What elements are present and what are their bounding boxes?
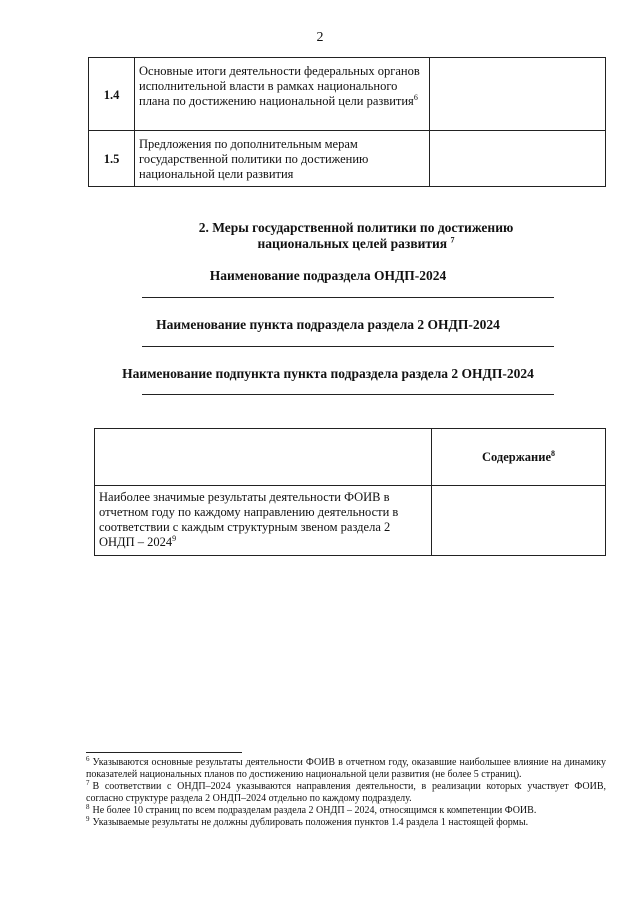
row-text: Основные итоги деятельности федеральных органов исполнительной власти в рамках национального плана по достижению национальной цели развития$^6$ (135, 58, 430, 131)
footnote-ref: 7 (450, 235, 455, 245)
fill-in-line (142, 346, 554, 347)
row-number: 1.4 (89, 58, 135, 131)
footnote-mark: 7 (86, 778, 90, 787)
row-value-cell (432, 486, 606, 556)
page-number: 2 (316, 30, 324, 45)
summary-table (88, 57, 606, 187)
footnote-ref: 6 (413, 92, 418, 102)
fill-in-line (142, 394, 554, 395)
footnote (86, 814, 606, 829)
section-heading (36, 220, 640, 252)
section-heading-line1: 2. Меры государственной политики по достижению (198, 220, 514, 235)
footnote (86, 778, 606, 805)
table-row (89, 58, 606, 131)
header-content-cell: Содержание$^8$ (432, 429, 606, 486)
footnote-mark: 9 (86, 814, 90, 823)
footnote-ref: 8 (551, 448, 555, 458)
item-title: Наименование пункта подраздела раздела 2 ОНДП-2024 (156, 317, 500, 332)
row-text: Предложения по дополнительным мерам государственной политики по достижению национальной цели развития (135, 131, 430, 187)
footnote-separator (86, 752, 242, 753)
subitem-title: Наименование подпункта пункта подраздела раздела 2 ОНДП-2024 (122, 366, 534, 381)
table-header-row (95, 429, 606, 486)
footnote-ref: 9 (172, 533, 177, 543)
row-value-cell (430, 131, 606, 187)
footnotes (86, 754, 606, 829)
row-text: Наиболее значимые результаты деятельности ФОИВ в отчетном году по каждому направлению деятельности в соответствии с каждым структурным звеном раздела 2 ОНДП – 2024$^9$ (95, 486, 432, 556)
footnote-mark: 8 (86, 802, 90, 811)
row-number: 1.5 (89, 131, 135, 187)
results-table (94, 428, 606, 556)
footnote-text: В соответствии с ОНДП–2024 указываются направления деятельности, в реализации которых участвует ФОИВ, согласно структуре раздела 2 ОНДП–2024 отдельно по каждому подразделу. (86, 781, 606, 804)
table-row (89, 131, 606, 187)
footnote (86, 754, 606, 781)
footnote-mark: 6 (86, 754, 90, 763)
footnote-text: Указываемые результаты не должны дублировать положения пунктов 1.4 раздела 1 настоящей формы. (92, 817, 529, 828)
section-heading-line2: национальных целей развития $^7$ (257, 235, 455, 251)
row-value-cell (430, 58, 606, 131)
table-row (95, 486, 606, 556)
fill-in-line (142, 297, 554, 298)
footnote-text: Указываются основные результаты деятельности ФОИВ в отчетном году, оказавшие наибольшее влияние на динамику показателей национальных планов по достижению национальной цели развития (не более 5 страниц). (86, 757, 606, 780)
subsection-title: Наименование подраздела ОНДП-2024 (209, 268, 447, 283)
header-left-cell (95, 429, 432, 486)
footnote (86, 802, 606, 817)
footnote-text: Не более 10 страниц по всем подразделам раздела 2 ОНДП – 2024, относящимся к компетенции ФОИВ. (92, 805, 537, 816)
